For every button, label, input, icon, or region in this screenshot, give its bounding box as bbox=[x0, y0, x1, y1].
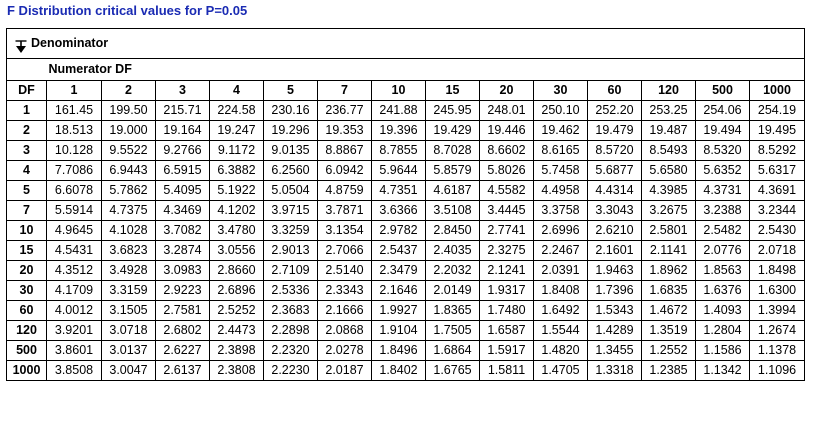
critical-value-cell: 5.7458 bbox=[534, 161, 588, 181]
critical-value-cell: 230.16 bbox=[264, 101, 318, 121]
critical-value-cell: 2.5437 bbox=[372, 241, 426, 261]
critical-value-cell: 3.2388 bbox=[696, 201, 750, 221]
critical-value-cell: 245.95 bbox=[426, 101, 480, 121]
critical-value-cell: 2.5801 bbox=[642, 221, 696, 241]
critical-value-cell: 2.5482 bbox=[696, 221, 750, 241]
table-row bbox=[7, 341, 805, 361]
critical-value-cell: 19.495 bbox=[750, 121, 805, 141]
critical-value-cell: 1.7480 bbox=[480, 301, 534, 321]
critical-value-cell: 7.7086 bbox=[47, 161, 102, 181]
critical-value-cell: 5.9644 bbox=[372, 161, 426, 181]
critical-value-cell: 4.1202 bbox=[210, 201, 264, 221]
critical-value-cell: 215.71 bbox=[156, 101, 210, 121]
critical-value-cell: 3.0556 bbox=[210, 241, 264, 261]
critical-value-cell: 2.2898 bbox=[264, 321, 318, 341]
critical-value-cell: 1.5343 bbox=[588, 301, 642, 321]
critical-value-cell: 3.6823 bbox=[102, 241, 156, 261]
critical-value-cell: 1.1342 bbox=[696, 361, 750, 381]
critical-value-cell: 2.5252 bbox=[210, 301, 264, 321]
critical-value-cell: 2.3343 bbox=[318, 281, 372, 301]
critical-value-cell: 2.5430 bbox=[750, 221, 805, 241]
critical-value-cell: 2.6227 bbox=[156, 341, 210, 361]
critical-value-cell: 4.4314 bbox=[588, 181, 642, 201]
critical-value-cell: 3.0137 bbox=[102, 341, 156, 361]
critical-value-cell: 2.1241 bbox=[480, 261, 534, 281]
critical-value-cell: 4.4958 bbox=[534, 181, 588, 201]
critical-value-cell: 2.3898 bbox=[210, 341, 264, 361]
critical-value-cell: 19.446 bbox=[480, 121, 534, 141]
table-row bbox=[7, 201, 805, 221]
critical-value-cell: 5.0504 bbox=[264, 181, 318, 201]
critical-value-cell: 3.9201 bbox=[47, 321, 102, 341]
critical-value-cell: 1.8563 bbox=[696, 261, 750, 281]
critical-value-cell: 4.3512 bbox=[47, 261, 102, 281]
critical-value-cell: 2.6996 bbox=[534, 221, 588, 241]
critical-value-cell: 2.0776 bbox=[696, 241, 750, 261]
critical-value-cell: 2.7741 bbox=[480, 221, 534, 241]
critical-value-cell: 19.353 bbox=[318, 121, 372, 141]
denominator-df-label: 500 bbox=[7, 341, 47, 361]
critical-value-cell: 1.6765 bbox=[426, 361, 480, 381]
critical-value-cell: 1.6492 bbox=[534, 301, 588, 321]
critical-value-cell: 19.164 bbox=[156, 121, 210, 141]
critical-value-cell: 1.6300 bbox=[750, 281, 805, 301]
critical-value-cell: 5.5914 bbox=[47, 201, 102, 221]
critical-value-cell: 1.2385 bbox=[642, 361, 696, 381]
critical-value-cell: 2.8660 bbox=[210, 261, 264, 281]
critical-value-cell: 8.6165 bbox=[534, 141, 588, 161]
critical-value-cell: 3.1505 bbox=[102, 301, 156, 321]
critical-value-cell: 8.5720 bbox=[588, 141, 642, 161]
critical-value-cell: 5.4095 bbox=[156, 181, 210, 201]
critical-value-cell: 2.2032 bbox=[426, 261, 480, 281]
table-row bbox=[7, 121, 805, 141]
critical-value-cell: 2.2230 bbox=[264, 361, 318, 381]
critical-value-cell: 2.3683 bbox=[264, 301, 318, 321]
critical-value-cell: 2.3479 bbox=[372, 261, 426, 281]
critical-value-cell: 8.5292 bbox=[750, 141, 805, 161]
numerator-df-header: 120 bbox=[642, 81, 696, 101]
critical-value-cell: 6.5915 bbox=[156, 161, 210, 181]
critical-value-cell: 5.7862 bbox=[102, 181, 156, 201]
critical-value-cell: 2.0278 bbox=[318, 341, 372, 361]
critical-value-cell: 4.3731 bbox=[696, 181, 750, 201]
denominator-df-label: 20 bbox=[7, 261, 47, 281]
critical-value-cell: 8.6602 bbox=[480, 141, 534, 161]
critical-value-cell: 3.4445 bbox=[480, 201, 534, 221]
critical-value-cell: 9.0135 bbox=[264, 141, 318, 161]
numerator-df-header: 1000 bbox=[750, 81, 805, 101]
denominator-label: Denominator bbox=[31, 36, 109, 50]
numerator-df-header: 4 bbox=[210, 81, 264, 101]
critical-value-cell: 3.2344 bbox=[750, 201, 805, 221]
critical-value-cell: 3.4780 bbox=[210, 221, 264, 241]
critical-value-cell: 2.5336 bbox=[264, 281, 318, 301]
numerator-df-header: 20 bbox=[480, 81, 534, 101]
critical-value-cell: 252.20 bbox=[588, 101, 642, 121]
critical-value-cell: 8.5493 bbox=[642, 141, 696, 161]
critical-value-cell: 1.9927 bbox=[372, 301, 426, 321]
critical-value-cell: 241.88 bbox=[372, 101, 426, 121]
critical-value-cell: 1.7396 bbox=[588, 281, 642, 301]
critical-value-cell: 2.1601 bbox=[588, 241, 642, 261]
critical-value-cell: 1.6835 bbox=[642, 281, 696, 301]
critical-value-cell: 4.9645 bbox=[47, 221, 102, 241]
critical-value-cell: 3.2675 bbox=[642, 201, 696, 221]
table-row bbox=[7, 361, 805, 381]
critical-value-cell: 3.8601 bbox=[47, 341, 102, 361]
critical-value-cell: 1.9104 bbox=[372, 321, 426, 341]
critical-value-cell: 1.8402 bbox=[372, 361, 426, 381]
critical-value-cell: 5.6317 bbox=[750, 161, 805, 181]
critical-value-cell: 3.3758 bbox=[534, 201, 588, 221]
critical-value-cell: 4.6187 bbox=[426, 181, 480, 201]
critical-value-cell: 4.1709 bbox=[47, 281, 102, 301]
critical-value-cell: 3.2874 bbox=[156, 241, 210, 261]
critical-value-cell: 3.3043 bbox=[588, 201, 642, 221]
critical-value-cell: 1.9317 bbox=[480, 281, 534, 301]
critical-value-cell: 2.0187 bbox=[318, 361, 372, 381]
critical-value-cell: 254.19 bbox=[750, 101, 805, 121]
numerator-df-header: 1 bbox=[47, 81, 102, 101]
critical-value-cell: 1.4672 bbox=[642, 301, 696, 321]
critical-value-cell: 1.2804 bbox=[696, 321, 750, 341]
critical-value-cell: 1.8496 bbox=[372, 341, 426, 361]
page-title: F Distribution critical values for P=0.05 bbox=[7, 3, 248, 18]
numerator-header: Numerator DF bbox=[47, 59, 805, 81]
critical-value-cell: 2.6137 bbox=[156, 361, 210, 381]
critical-value-cell: 8.5320 bbox=[696, 141, 750, 161]
critical-value-cell: 2.0718 bbox=[750, 241, 805, 261]
critical-value-cell: 1.7505 bbox=[426, 321, 480, 341]
critical-value-cell: 3.3159 bbox=[102, 281, 156, 301]
critical-value-cell: 2.7109 bbox=[264, 261, 318, 281]
denominator-df-label: 4 bbox=[7, 161, 47, 181]
critical-value-cell: 1.6864 bbox=[426, 341, 480, 361]
table-row bbox=[7, 321, 805, 341]
critical-value-cell: 1.8498 bbox=[750, 261, 805, 281]
critical-value-cell: 4.5431 bbox=[47, 241, 102, 261]
denominator-df-label: 15 bbox=[7, 241, 47, 261]
critical-value-cell: 2.7581 bbox=[156, 301, 210, 321]
critical-value-cell: 1.4705 bbox=[534, 361, 588, 381]
critical-value-cell: 2.6896 bbox=[210, 281, 264, 301]
critical-value-cell: 4.7375 bbox=[102, 201, 156, 221]
critical-value-cell: 224.58 bbox=[210, 101, 264, 121]
critical-value-cell: 3.8508 bbox=[47, 361, 102, 381]
critical-value-cell: 6.3882 bbox=[210, 161, 264, 181]
critical-value-cell: 236.77 bbox=[318, 101, 372, 121]
blank-corner bbox=[7, 59, 47, 81]
numerator-df-header: 2 bbox=[102, 81, 156, 101]
critical-value-cell: 19.429 bbox=[426, 121, 480, 141]
table-row bbox=[7, 161, 805, 181]
critical-value-cell: 19.000 bbox=[102, 121, 156, 141]
critical-value-cell: 3.0983 bbox=[156, 261, 210, 281]
critical-value-cell: 1.1586 bbox=[696, 341, 750, 361]
critical-value-cell: 3.1354 bbox=[318, 221, 372, 241]
numerator-df-header: 10 bbox=[372, 81, 426, 101]
critical-value-cell: 1.5811 bbox=[480, 361, 534, 381]
critical-value-cell: 5.6352 bbox=[696, 161, 750, 181]
critical-value-cell: 4.0012 bbox=[47, 301, 102, 321]
table-row bbox=[7, 141, 805, 161]
numerator-df-header: 30 bbox=[534, 81, 588, 101]
critical-value-cell: 4.5582 bbox=[480, 181, 534, 201]
critical-value-cell: 1.3455 bbox=[588, 341, 642, 361]
critical-value-cell: 1.3994 bbox=[750, 301, 805, 321]
critical-value-cell: 5.8579 bbox=[426, 161, 480, 181]
critical-value-cell: 1.8408 bbox=[534, 281, 588, 301]
critical-value-cell: 1.8365 bbox=[426, 301, 480, 321]
critical-value-cell: 4.7351 bbox=[372, 181, 426, 201]
critical-value-cell: 199.50 bbox=[102, 101, 156, 121]
critical-value-cell: 248.01 bbox=[480, 101, 534, 121]
critical-value-cell: 6.6078 bbox=[47, 181, 102, 201]
denominator-df-label: 60 bbox=[7, 301, 47, 321]
critical-value-cell: 1.5544 bbox=[534, 321, 588, 341]
numerator-df-header: 15 bbox=[426, 81, 480, 101]
table-row bbox=[7, 101, 805, 121]
critical-value-cell: 2.8450 bbox=[426, 221, 480, 241]
critical-value-cell: 254.06 bbox=[696, 101, 750, 121]
table-row bbox=[7, 301, 805, 321]
critical-value-cell: 1.4289 bbox=[588, 321, 642, 341]
critical-value-cell: 8.8867 bbox=[318, 141, 372, 161]
critical-value-cell: 2.2320 bbox=[264, 341, 318, 361]
denominator-header bbox=[7, 29, 805, 59]
critical-value-cell: 19.462 bbox=[534, 121, 588, 141]
critical-value-cell: 4.8759 bbox=[318, 181, 372, 201]
numerator-df-header: 500 bbox=[696, 81, 750, 101]
critical-value-cell: 6.2560 bbox=[264, 161, 318, 181]
numerator-df-header: 5 bbox=[264, 81, 318, 101]
denominator-df-label: 1 bbox=[7, 101, 47, 121]
critical-value-cell: 250.10 bbox=[534, 101, 588, 121]
critical-value-cell: 5.1922 bbox=[210, 181, 264, 201]
critical-value-cell: 8.7028 bbox=[426, 141, 480, 161]
critical-value-cell: 2.9782 bbox=[372, 221, 426, 241]
critical-value-cell: 5.6877 bbox=[588, 161, 642, 181]
numerator-df-header: 7 bbox=[318, 81, 372, 101]
numerator-df-header: 3 bbox=[156, 81, 210, 101]
table-row bbox=[7, 241, 805, 261]
critical-value-cell: 1.4093 bbox=[696, 301, 750, 321]
critical-value-cell: 161.45 bbox=[47, 101, 102, 121]
table-row bbox=[7, 181, 805, 201]
critical-value-cell: 4.1028 bbox=[102, 221, 156, 241]
critical-value-cell: 2.0391 bbox=[534, 261, 588, 281]
critical-value-cell: 10.128 bbox=[47, 141, 102, 161]
critical-value-cell: 1.8962 bbox=[642, 261, 696, 281]
df-corner-label: DF bbox=[7, 81, 47, 101]
denominator-df-label: 3 bbox=[7, 141, 47, 161]
table-row bbox=[7, 261, 805, 281]
denominator-df-label: 7 bbox=[7, 201, 47, 221]
table-row bbox=[7, 281, 805, 301]
critical-value-cell: 19.247 bbox=[210, 121, 264, 141]
critical-value-cell: 1.1378 bbox=[750, 341, 805, 361]
critical-value-cell: 1.1096 bbox=[750, 361, 805, 381]
critical-value-cell: 3.9715 bbox=[264, 201, 318, 221]
critical-value-cell: 3.0047 bbox=[102, 361, 156, 381]
table-row bbox=[7, 221, 805, 241]
denominator-df-label: 2 bbox=[7, 121, 47, 141]
critical-value-cell: 19.396 bbox=[372, 121, 426, 141]
down-arrow-icon bbox=[15, 36, 27, 50]
critical-value-cell: 3.6366 bbox=[372, 201, 426, 221]
critical-value-cell: 6.9443 bbox=[102, 161, 156, 181]
denominator-df-label: 10 bbox=[7, 221, 47, 241]
critical-value-cell: 18.513 bbox=[47, 121, 102, 141]
critical-value-cell: 19.487 bbox=[642, 121, 696, 141]
critical-value-cell: 19.479 bbox=[588, 121, 642, 141]
numerator-df-header: 60 bbox=[588, 81, 642, 101]
denominator-df-label: 5 bbox=[7, 181, 47, 201]
critical-value-cell: 1.3519 bbox=[642, 321, 696, 341]
critical-value-cell: 1.5917 bbox=[480, 341, 534, 361]
critical-value-cell: 2.9223 bbox=[156, 281, 210, 301]
critical-value-cell: 2.0149 bbox=[426, 281, 480, 301]
critical-value-cell: 4.3469 bbox=[156, 201, 210, 221]
critical-value-cell: 9.2766 bbox=[156, 141, 210, 161]
critical-value-cell: 2.3808 bbox=[210, 361, 264, 381]
critical-value-cell: 3.7871 bbox=[318, 201, 372, 221]
critical-value-cell: 2.6210 bbox=[588, 221, 642, 241]
critical-value-cell: 2.4473 bbox=[210, 321, 264, 341]
critical-value-cell: 2.7066 bbox=[318, 241, 372, 261]
critical-value-cell: 2.3275 bbox=[480, 241, 534, 261]
critical-value-cell: 2.5140 bbox=[318, 261, 372, 281]
critical-value-cell: 3.4928 bbox=[102, 261, 156, 281]
critical-value-cell: 4.3985 bbox=[642, 181, 696, 201]
critical-value-cell: 4.3691 bbox=[750, 181, 805, 201]
critical-value-cell: 2.0868 bbox=[318, 321, 372, 341]
f-distribution-table bbox=[6, 28, 805, 381]
critical-value-cell: 2.4035 bbox=[426, 241, 480, 261]
critical-value-cell: 3.0718 bbox=[102, 321, 156, 341]
critical-value-cell: 2.1666 bbox=[318, 301, 372, 321]
critical-value-cell: 5.8026 bbox=[480, 161, 534, 181]
critical-value-cell: 2.2467 bbox=[534, 241, 588, 261]
critical-value-cell: 1.2552 bbox=[642, 341, 696, 361]
critical-value-cell: 253.25 bbox=[642, 101, 696, 121]
critical-value-cell: 5.6580 bbox=[642, 161, 696, 181]
critical-value-cell: 1.3318 bbox=[588, 361, 642, 381]
critical-value-cell: 3.7082 bbox=[156, 221, 210, 241]
critical-value-cell: 2.6802 bbox=[156, 321, 210, 341]
critical-value-cell: 1.2674 bbox=[750, 321, 805, 341]
critical-value-cell: 3.3259 bbox=[264, 221, 318, 241]
critical-value-cell: 1.4820 bbox=[534, 341, 588, 361]
critical-value-cell: 8.7855 bbox=[372, 141, 426, 161]
critical-value-cell: 1.6587 bbox=[480, 321, 534, 341]
critical-value-cell: 1.9463 bbox=[588, 261, 642, 281]
critical-value-cell: 6.0942 bbox=[318, 161, 372, 181]
critical-value-cell: 2.1646 bbox=[372, 281, 426, 301]
critical-value-cell: 19.296 bbox=[264, 121, 318, 141]
critical-value-cell: 2.1141 bbox=[642, 241, 696, 261]
denominator-df-label: 120 bbox=[7, 321, 47, 341]
critical-value-cell: 2.9013 bbox=[264, 241, 318, 261]
critical-value-cell: 9.1172 bbox=[210, 141, 264, 161]
critical-value-cell: 19.494 bbox=[696, 121, 750, 141]
critical-value-cell: 9.5522 bbox=[102, 141, 156, 161]
critical-value-cell: 3.5108 bbox=[426, 201, 480, 221]
denominator-df-label: 1000 bbox=[7, 361, 47, 381]
critical-value-cell: 1.6376 bbox=[696, 281, 750, 301]
denominator-df-label: 30 bbox=[7, 281, 47, 301]
